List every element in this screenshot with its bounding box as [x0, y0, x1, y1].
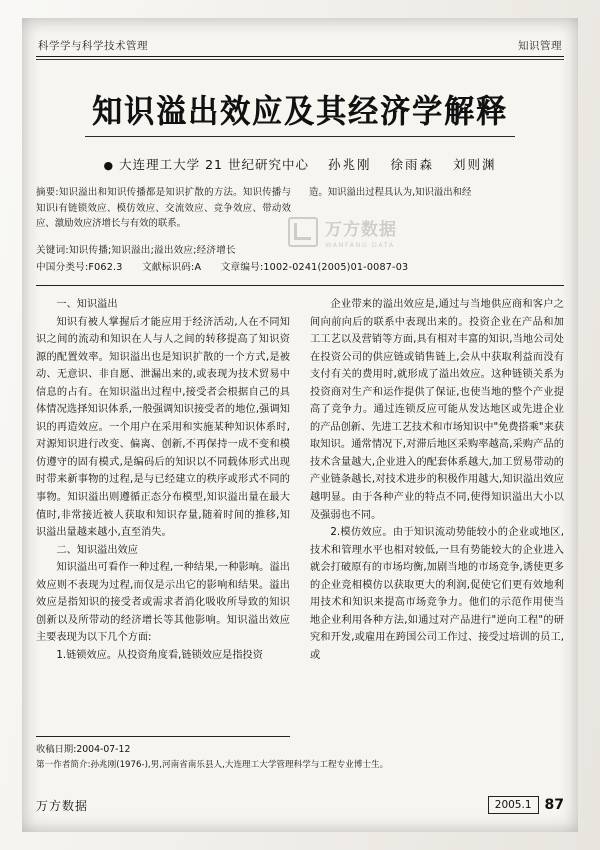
paragraph-l1: 知识有被人掌握后才能应用于经济活动,人在不同知识之间的流动和知识在人与人之间的转移提高了知识资源的配置效率。知识溢出也是知识扩散的一个方式,是被动、无意识、非自愿、泄漏出来的,或表现为技术贸易中信息的占有。在知识溢出过程中,接受者会根据自己的具体情况选择知识体系,一般强调知识接受者的地位,强调知识的再造效应。一个用户在采用和实施某种知识体系时,对源知识进行改变、偏离、创新,不再保持一成不变和模仿遵守的固有模式,是编码后的知识以不同载体形式出现时带来新事物的过程,是与已经建立的秩序或形式不同的事物。知识溢出则遵循正态分布模型,知识溢出量在最大值时,非常接近被人获取和知识存量,随着时间的推移,知识溢出量越来越小,直至消失。	[36, 316, 290, 539]
author-bio-line: 第一作者简介:孙兆刚(1976-),男,河南省南乐县人,大连理工大学管理科学与工程专业博士生。	[36, 759, 389, 770]
author-name-2: 徐雨森	[390, 157, 434, 172]
running-head	[36, 38, 564, 56]
body-column-right	[310, 296, 564, 726]
bullet-icon: ●	[103, 159, 115, 172]
page-number: 87	[544, 797, 564, 813]
article-number: 文章编号:1002-0241(2005)01-0087-03	[220, 262, 409, 274]
paragraph-r2: 2.模仿效应。由于知识流动势能较小的企业或地区,技术和管理水平也相对较低,一旦有势能较大的企业进入就会打破原有的市场均衡,加剧当地的市场竞争,诱使更多的企业竞相模仿以获取更大的利润,促使它们更有效地利用技术和知识来提高市场竞争力。他们的示范作用使当地企业利用各种方法,如通过对产品进行"逆向工程"的研究和开发,或雇用在跨国公司工作过、接受过培训的员工,或	[310, 527, 564, 661]
body-divider-rule	[36, 285, 564, 286]
footnote-rule	[36, 736, 290, 737]
body-columns	[36, 296, 564, 726]
footnote-block	[36, 736, 389, 772]
header-rule-thick	[36, 56, 564, 57]
paragraph-l3: 1.链锁效应。从投资角度看,链锁效应是指投资	[56, 649, 263, 661]
page-content	[36, 38, 564, 818]
received-date-line	[36, 742, 290, 758]
running-head-left: 科学学与科学技术管理	[38, 40, 148, 52]
watermark-cn: 万方数据	[325, 220, 397, 240]
keywords-line: 关键词:知识传播;知识溢出;溢出效应;经济增长	[36, 244, 236, 256]
page-title: 知识溢出效应及其经济学解释	[92, 93, 508, 131]
body-column-left	[36, 296, 290, 726]
issue-label: 2005.1	[488, 796, 539, 814]
footer-brand: 万方数据	[36, 799, 89, 813]
author-name-3: 刘则渊	[452, 157, 497, 172]
title-underline	[85, 136, 515, 137]
section-heading-2: 二、知识溢出效应	[56, 544, 138, 556]
abstract-text-left: 摘要:知识溢出和知识传播都是知识扩散的方法。知识传播与知识i有链锁效应、模仿效应、交流效应、竞争效应、带动效应、激励效应济增长与有效的联系。	[36, 187, 291, 230]
received-label: 收稿日期:	[36, 744, 77, 756]
received-date: 2004-07-12	[76, 744, 131, 756]
running-head-right: 知识管理	[518, 40, 562, 52]
paragraph-l2: 知识溢出可看作一种过程,一种结果,一种影响。溢出效应则不表现为过程,而仅是示出它的影响和结果。溢出效应是指知识的接受者或需求者消化吸收所导致的知识创新以及所带动的经济增长等其他影响。知识溢出效应主要表现为以下几个方面:	[36, 562, 290, 644]
header-rule-thin	[36, 59, 564, 60]
page-footer	[36, 796, 564, 814]
document-code: 文献标识码:A	[142, 262, 202, 274]
abstract-column-right	[309, 185, 564, 232]
author-name-1: 孙兆刚	[327, 157, 372, 172]
paragraph-r1: 企业带来的溢出效应是,通过与当地供应商和客户之间向前向后的联系中表现出来的。投资企业在产品和加工工艺以及营销等方面,具有相对丰富的知识,当地公司处在投资公司的供应链或销售链上,会从中获取利益而没有支付有关的费用时,就形成了溢出效应。这种链锁关系为投资商对生产和运作提供了保证,也使当地的整个产业提高了竞争力。通过连锁反应可能从发达地区或先进企业的产品创新、先进工艺技术和市场知识中"免费搭乘"来获取知识。通常情况下,对滞后地区采购率越高,采购产品的技术含量越大,企业进入的配套体系越大,加工贸易带动的产业链条越长,对技术进步的积极作用越大,知识溢出效应越明显。由于各种产业的特点不同,使得知识溢出大小以及强弱也不同。	[310, 299, 564, 521]
abstract-block	[36, 185, 564, 232]
abstract-text-right: 造。知识溢出过程具认为,知识溢出和经	[309, 187, 472, 198]
watermark-en: WANFANG DATA	[325, 241, 395, 249]
abstract-column-left	[36, 185, 291, 232]
author-affiliation: 大连理工大学 21 世纪研究中心	[119, 157, 309, 172]
section-heading-1: 一、知识溢出	[56, 299, 118, 311]
page-number-group	[488, 796, 564, 814]
clc-number: 中国分类号:F062.3	[36, 262, 123, 274]
classification-line	[36, 259, 564, 277]
author-line	[36, 155, 564, 173]
metadata-block	[36, 242, 564, 277]
